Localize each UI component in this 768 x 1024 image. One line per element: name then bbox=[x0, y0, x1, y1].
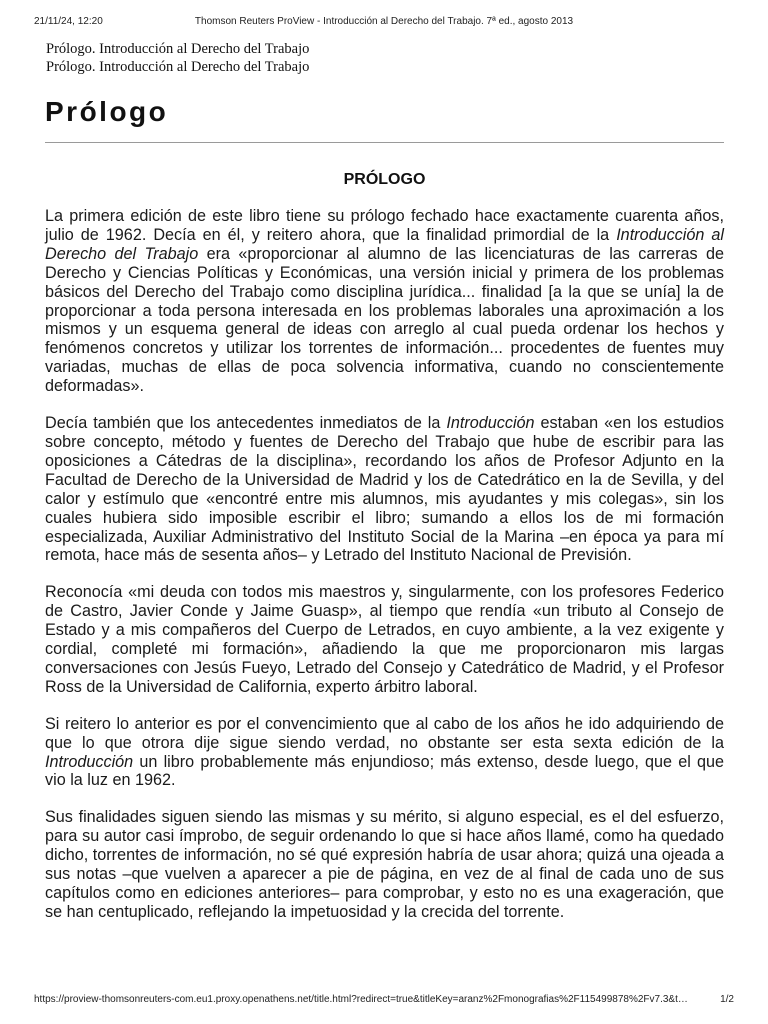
paragraph: Si reitero lo anterior es por el convencimiento que al cabo de los años he ido adquiriendo de que lo que otrora dije sigue siendo verdad, no obstante ser esta sexta edición de la Introducción un libro probablemente más enjundioso; más extenso, desde luego, que el que vio la luz en 1962. bbox=[45, 714, 724, 790]
breadcrumb bbox=[46, 40, 309, 76]
page-url: https://proview-thomsonreuters-com.eu1.proxy.openathens.net/title.html?redirect=true&titleKey=aranz%2Fmonografias%2F115499878%2Fv7.3&t… bbox=[34, 994, 688, 1005]
paragraph: Decía también que los antecedentes inmediatos de la Introducción estaban «en los estudios sobre concepto, método y fuentes de Derecho del Trabajo que hube de escribir para las oposiciones a Cátedras de la disciplina», recordando los años de Profesor Adjunto en la Facultad de Derecho de la Universidad de Madrid y los de Catedrático en la de Sevilla, y del calor y estímulo que «encontré entre mis alumnos, mis ayudantes y mis colegas», sin los cuales hubiera sido imposible escribir el libro; sumando a ellos los de mi formación especializada, Auxiliar Administrativo del Instituto Social de la Marina –en época ya para mí remota, hace más de sesenta años– y Letrado del Instituto Nacional de Previsión. bbox=[45, 414, 724, 565]
print-date: 21/11/24, 12:20 bbox=[34, 16, 103, 27]
page-title: Prólogo bbox=[45, 96, 169, 127]
book-title-italic: Introducción al Derecho del Trabajo bbox=[45, 225, 724, 263]
paragraph: La primera edición de este libro tiene su prólogo fechado hace exactamente cuarenta años, julio de 1962. Decía en él, y reitero ahora, que la finalidad primordial de la Introducción al Derecho del Trabajo era «proporcionar al alumno de las licenciaturas de las carreras de Derecho y Ciencias Políticas y Económicas, una versión inicial y primera de los problemas básicos del Derecho del Trabajo como disciplina jurídica... finalidad [a la que se unía] la de proporcionar a toda persona interesada en los problemas laborales una aproximación a los mismos y un esquema general de ideas con arreglo al cual pueda ordenar los hechos y fenómenos concretos y utilizar los torrentes de información... procedentes de fuentes muy variadas, muchas de ellas de poca solvencia informativa, cuando no conscientemente deformadas». bbox=[45, 207, 724, 396]
paragraph: Reconocía «mi deuda con todos mis maestros y, singularmente, con los profesores Federico de Castro, Javier Conde y Jaime Guasp», al tiempo que rendía «un tributo al Consejo de Estado y a mis compañeros del Cuerpo de Letrados, en cuyo ambiente, a la vez exigente y cordial, completé mi formación», añadiendo la que me proporcionaron mis largas conversaciones con Jesús Fueyo, Letrado del Consejo y Catedrático de Madrid, y el Profesor Ross de la Universidad de California, experto árbitro laboral. bbox=[45, 583, 724, 696]
breadcrumb-line: Prólogo. Introducción al Derecho del Trabajo bbox=[46, 59, 310, 75]
print-footer bbox=[34, 994, 734, 1008]
book-title-italic: Introducción bbox=[45, 752, 134, 771]
body-text bbox=[45, 207, 724, 940]
print-header bbox=[34, 16, 734, 30]
page-number: 1/2 bbox=[720, 994, 734, 1005]
breadcrumb-line: Prólogo. Introducción al Derecho del Trabajo bbox=[46, 41, 310, 57]
paragraph: Sus finalidades siguen siendo las mismas y su mérito, si alguno especial, es el del esfuerzo, para su autor casi ímprobo, de seguir ordenando lo que si hace años llamé, como ha quedado dicho, torrentes de información, no sé qué expresión habría de usar ahora; quizá una ojeada a sus notas –que vuelven a aparecer a pie de página, en vez de al final de cada uno de sus capítulos como en ediciones anteriores– para comprobar, y esto no es una exageración, que se han centuplicado, reflejando la impetuosidad y la crecida del torrente. bbox=[45, 808, 724, 921]
book-title-italic: Introducción bbox=[446, 414, 535, 433]
title-divider bbox=[45, 142, 724, 143]
section-heading: PRÓLOGO bbox=[343, 171, 426, 188]
print-document-title: Thomson Reuters ProView - Introducción al Derecho del Trabajo. 7ª ed., agosto 2013 bbox=[194, 16, 574, 27]
